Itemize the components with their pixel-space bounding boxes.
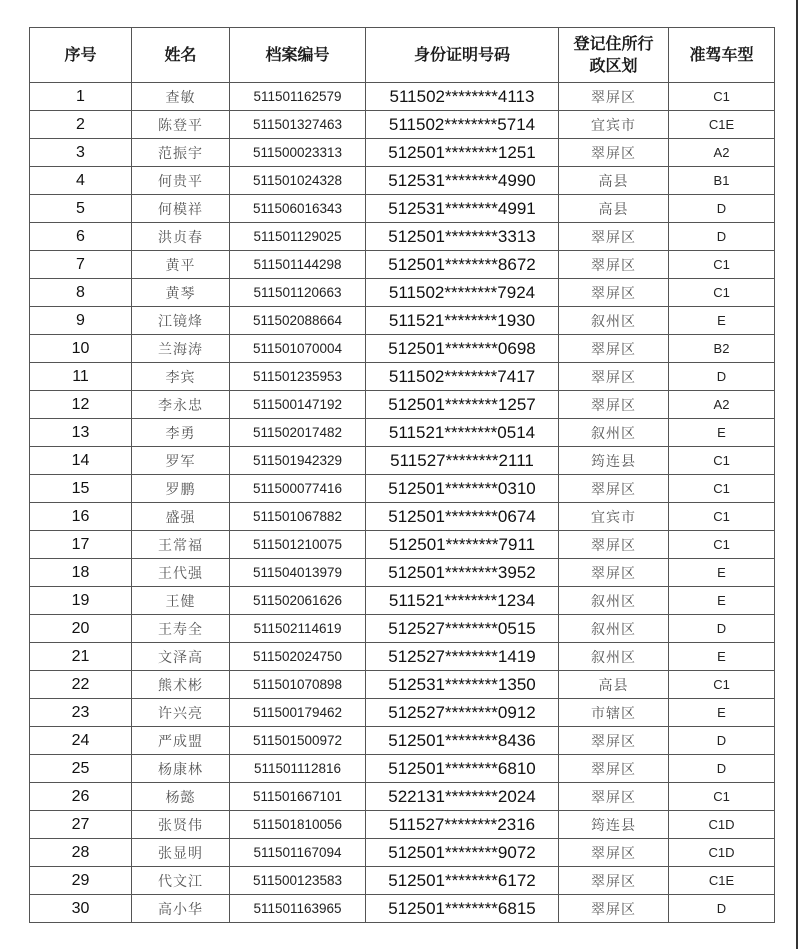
cell-id-no: 512501********6172 (366, 867, 559, 895)
cell-seq: 2 (30, 111, 132, 139)
cell-region: 叙州区 (559, 643, 669, 671)
cell-seq: 5 (30, 195, 132, 223)
cell-name: 洪贞春 (132, 223, 230, 251)
header-license-class: 准驾车型 (669, 28, 775, 83)
header-region (559, 28, 669, 83)
cell-id-no: 512527********0515 (366, 615, 559, 643)
cell-license-class: C1D (669, 839, 775, 867)
cell-license-class: E (669, 643, 775, 671)
cell-license-class: D (669, 363, 775, 391)
cell-license-class: E (669, 559, 775, 587)
cell-id-no: 511502********7924 (366, 279, 559, 307)
cell-region: 翠屏区 (559, 839, 669, 867)
cell-seq: 6 (30, 223, 132, 251)
cell-id-no: 512501********3952 (366, 559, 559, 587)
cell-seq: 25 (30, 755, 132, 783)
cell-license-class: C1 (669, 83, 775, 111)
cell-region: 翠屏区 (559, 223, 669, 251)
cell-id-no: 512527********0912 (366, 699, 559, 727)
cell-name: 查敏 (132, 83, 230, 111)
cell-id-no: 511521********1930 (366, 307, 559, 335)
table-row (30, 419, 775, 447)
cell-name: 王代强 (132, 559, 230, 587)
cell-id-no: 512501********8672 (366, 251, 559, 279)
cell-file-no: 511501327463 (230, 111, 366, 139)
cell-region: 翠屏区 (559, 475, 669, 503)
cell-id-no: 512501********0698 (366, 335, 559, 363)
table-row (30, 111, 775, 139)
table-row (30, 615, 775, 643)
cell-license-class: D (669, 895, 775, 923)
cell-id-no: 512531********4991 (366, 195, 559, 223)
cell-seq: 16 (30, 503, 132, 531)
cell-file-no: 511501235953 (230, 363, 366, 391)
driver-license-table (29, 27, 775, 923)
cell-seq: 1 (30, 83, 132, 111)
table-row (30, 363, 775, 391)
cell-file-no: 511501024328 (230, 167, 366, 195)
cell-region: 翠屏区 (559, 83, 669, 111)
cell-seq: 19 (30, 587, 132, 615)
cell-name: 文泽高 (132, 643, 230, 671)
cell-file-no: 511501667101 (230, 783, 366, 811)
table-row (30, 587, 775, 615)
table-row (30, 895, 775, 923)
cell-name: 李宾 (132, 363, 230, 391)
cell-file-no: 511500147192 (230, 391, 366, 419)
table-row (30, 279, 775, 307)
cell-license-class: C1 (669, 251, 775, 279)
cell-license-class: D (669, 755, 775, 783)
table-row (30, 699, 775, 727)
cell-license-class: C1 (669, 671, 775, 699)
cell-seq: 27 (30, 811, 132, 839)
cell-file-no: 511501144298 (230, 251, 366, 279)
table-row (30, 867, 775, 895)
cell-id-no: 512501********0674 (366, 503, 559, 531)
cell-region: 翠屏区 (559, 391, 669, 419)
cell-seq: 9 (30, 307, 132, 335)
table-row (30, 475, 775, 503)
cell-license-class: B2 (669, 335, 775, 363)
cell-file-no: 511502017482 (230, 419, 366, 447)
cell-license-class: E (669, 419, 775, 447)
table-row (30, 643, 775, 671)
cell-region: 翠屏区 (559, 727, 669, 755)
cell-file-no: 511501210075 (230, 531, 366, 559)
cell-name: 范振宇 (132, 139, 230, 167)
cell-region: 翠屏区 (559, 335, 669, 363)
cell-name: 张显明 (132, 839, 230, 867)
cell-name: 许兴亮 (132, 699, 230, 727)
cell-seq: 30 (30, 895, 132, 923)
header-seq: 序号 (30, 28, 132, 83)
cell-file-no: 511502088664 (230, 307, 366, 335)
table-row (30, 783, 775, 811)
cell-name: 代文江 (132, 867, 230, 895)
cell-license-class: C1 (669, 783, 775, 811)
page-edge-divider (796, 0, 798, 949)
cell-license-class: C1 (669, 503, 775, 531)
cell-id-no: 512531********4990 (366, 167, 559, 195)
table-row (30, 503, 775, 531)
table-row (30, 839, 775, 867)
table-row (30, 195, 775, 223)
cell-name: 张贤伟 (132, 811, 230, 839)
cell-file-no: 511501810056 (230, 811, 366, 839)
cell-file-no: 511501129025 (230, 223, 366, 251)
cell-name: 罗军 (132, 447, 230, 475)
cell-id-no: 511527********2111 (366, 447, 559, 475)
cell-file-no: 511501167094 (230, 839, 366, 867)
cell-license-class: E (669, 307, 775, 335)
cell-region: 翠屏区 (559, 895, 669, 923)
cell-seq: 11 (30, 363, 132, 391)
cell-region: 叙州区 (559, 307, 669, 335)
table-row (30, 307, 775, 335)
cell-seq: 21 (30, 643, 132, 671)
cell-name: 何模祥 (132, 195, 230, 223)
cell-id-no: 512501********3313 (366, 223, 559, 251)
cell-name: 陈登平 (132, 111, 230, 139)
cell-seq: 20 (30, 615, 132, 643)
cell-region: 翠屏区 (559, 139, 669, 167)
cell-name: 高小华 (132, 895, 230, 923)
cell-id-no: 511502********7417 (366, 363, 559, 391)
cell-file-no: 511504013979 (230, 559, 366, 587)
cell-name: 杨懿 (132, 783, 230, 811)
cell-id-no: 512501********0310 (366, 475, 559, 503)
cell-file-no: 511501942329 (230, 447, 366, 475)
cell-region: 叙州区 (559, 587, 669, 615)
cell-license-class: D (669, 223, 775, 251)
table-body (30, 83, 775, 923)
cell-id-no: 512527********1419 (366, 643, 559, 671)
cell-id-no: 512501********7911 (366, 531, 559, 559)
cell-file-no: 511501070898 (230, 671, 366, 699)
cell-seq: 22 (30, 671, 132, 699)
cell-id-no: 512531********1350 (366, 671, 559, 699)
cell-region: 翠屏区 (559, 783, 669, 811)
header-name: 姓名 (132, 28, 230, 83)
cell-region: 翠屏区 (559, 531, 669, 559)
cell-file-no: 511502024750 (230, 643, 366, 671)
cell-license-class: B1 (669, 167, 775, 195)
cell-name: 江镜烽 (132, 307, 230, 335)
cell-license-class: E (669, 587, 775, 615)
cell-license-class: C1E (669, 111, 775, 139)
header-row (30, 28, 775, 83)
cell-seq: 12 (30, 391, 132, 419)
cell-name: 黄平 (132, 251, 230, 279)
cell-file-no: 511506016343 (230, 195, 366, 223)
cell-file-no: 511501070004 (230, 335, 366, 363)
cell-id-no: 511521********1234 (366, 587, 559, 615)
cell-name: 罗鹏 (132, 475, 230, 503)
cell-region: 高县 (559, 167, 669, 195)
cell-file-no: 511501067882 (230, 503, 366, 531)
cell-id-no: 522131********2024 (366, 783, 559, 811)
cell-license-class: C1 (669, 531, 775, 559)
table-row (30, 447, 775, 475)
cell-region: 翠屏区 (559, 251, 669, 279)
cell-seq: 18 (30, 559, 132, 587)
cell-region: 宜宾市 (559, 503, 669, 531)
table-row (30, 671, 775, 699)
cell-name: 黄琴 (132, 279, 230, 307)
cell-id-no: 511521********0514 (366, 419, 559, 447)
cell-license-class: D (669, 727, 775, 755)
cell-name: 严成盟 (132, 727, 230, 755)
cell-license-class: C1 (669, 447, 775, 475)
cell-seq: 29 (30, 867, 132, 895)
table-row (30, 83, 775, 111)
cell-seq: 7 (30, 251, 132, 279)
cell-seq: 28 (30, 839, 132, 867)
cell-seq: 8 (30, 279, 132, 307)
cell-seq: 14 (30, 447, 132, 475)
cell-id-no: 512501********9072 (366, 839, 559, 867)
cell-region: 翠屏区 (559, 867, 669, 895)
cell-seq: 26 (30, 783, 132, 811)
cell-license-class: C1 (669, 475, 775, 503)
cell-file-no: 511501162579 (230, 83, 366, 111)
cell-file-no: 511500179462 (230, 699, 366, 727)
cell-id-no: 512501********1251 (366, 139, 559, 167)
header-id-no: 身份证明号码 (366, 28, 559, 83)
cell-seq: 4 (30, 167, 132, 195)
table-row (30, 167, 775, 195)
table-row (30, 391, 775, 419)
cell-region: 市辖区 (559, 699, 669, 727)
cell-region: 翠屏区 (559, 363, 669, 391)
cell-license-class: D (669, 195, 775, 223)
header-region-line1: 登记住所行 (573, 34, 654, 53)
cell-name: 兰海涛 (132, 335, 230, 363)
cell-name: 熊术彬 (132, 671, 230, 699)
header-file-no: 档案编号 (230, 28, 366, 83)
cell-region: 叙州区 (559, 615, 669, 643)
cell-seq: 23 (30, 699, 132, 727)
cell-id-no: 511502********4113 (366, 83, 559, 111)
cell-license-class: D (669, 615, 775, 643)
header-region-line2: 政区划 (589, 56, 638, 75)
cell-region: 翠屏区 (559, 755, 669, 783)
cell-file-no: 511501500972 (230, 727, 366, 755)
cell-name: 盛强 (132, 503, 230, 531)
cell-file-no: 511500077416 (230, 475, 366, 503)
cell-id-no: 512501********6815 (366, 895, 559, 923)
table-row (30, 559, 775, 587)
cell-file-no: 511501120663 (230, 279, 366, 307)
cell-license-class: C1 (669, 279, 775, 307)
cell-name: 杨康林 (132, 755, 230, 783)
cell-region: 高县 (559, 671, 669, 699)
cell-license-class: E (669, 699, 775, 727)
cell-name: 王常福 (132, 531, 230, 559)
cell-seq: 24 (30, 727, 132, 755)
table-row (30, 335, 775, 363)
cell-seq: 3 (30, 139, 132, 167)
cell-seq: 13 (30, 419, 132, 447)
table-row (30, 223, 775, 251)
cell-name: 王寿全 (132, 615, 230, 643)
cell-file-no: 511501112816 (230, 755, 366, 783)
cell-id-no: 511502********5714 (366, 111, 559, 139)
cell-file-no: 511501163965 (230, 895, 366, 923)
cell-seq: 10 (30, 335, 132, 363)
cell-region: 叙州区 (559, 419, 669, 447)
cell-license-class: A2 (669, 391, 775, 419)
cell-file-no: 511500023313 (230, 139, 366, 167)
cell-seq: 15 (30, 475, 132, 503)
cell-region: 高县 (559, 195, 669, 223)
table-row (30, 139, 775, 167)
cell-license-class: C1E (669, 867, 775, 895)
cell-id-no: 511527********2316 (366, 811, 559, 839)
cell-file-no: 511502114619 (230, 615, 366, 643)
cell-name: 何贵平 (132, 167, 230, 195)
cell-name: 李勇 (132, 419, 230, 447)
cell-file-no: 511502061626 (230, 587, 366, 615)
cell-region: 翠屏区 (559, 279, 669, 307)
table-row (30, 755, 775, 783)
cell-license-class: C1D (669, 811, 775, 839)
cell-id-no: 512501********6810 (366, 755, 559, 783)
table-row (30, 727, 775, 755)
cell-id-no: 512501********1257 (366, 391, 559, 419)
cell-file-no: 511500123583 (230, 867, 366, 895)
cell-id-no: 512501********8436 (366, 727, 559, 755)
cell-region: 宜宾市 (559, 111, 669, 139)
table-row (30, 811, 775, 839)
cell-seq: 17 (30, 531, 132, 559)
cell-name: 李永忠 (132, 391, 230, 419)
cell-name: 王健 (132, 587, 230, 615)
table-row (30, 531, 775, 559)
cell-license-class: A2 (669, 139, 775, 167)
table-row (30, 251, 775, 279)
cell-region: 翠屏区 (559, 559, 669, 587)
cell-region: 筠连县 (559, 811, 669, 839)
cell-region: 筠连县 (559, 447, 669, 475)
